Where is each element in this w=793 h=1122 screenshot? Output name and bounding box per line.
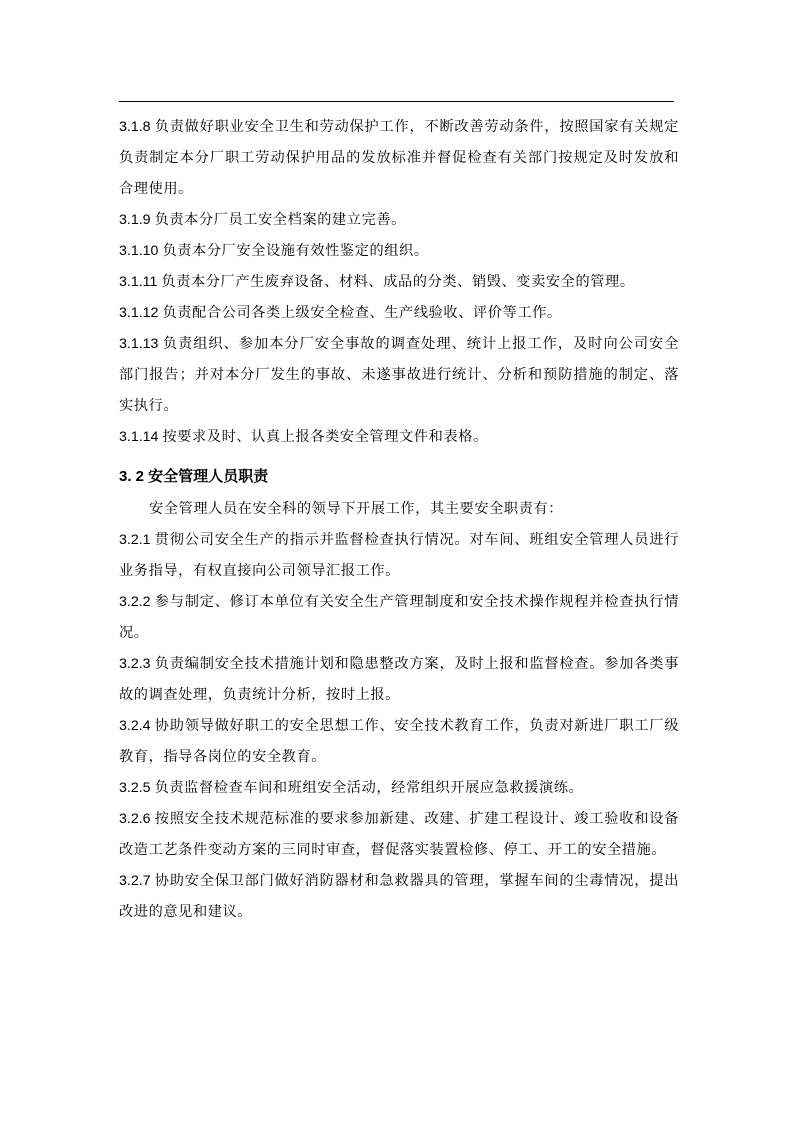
clause-3-1-8: 3.1.8 负责做好职业安全卫生和劳动保护工作，不断改善劳动条件，按照国家有关规定负责制定本分厂职工劳动保护用品的发放标准并督促检查有关部门按规定及时发放和合理使用。: [119, 119, 679, 197]
clause-3-1-12: 3.1.12 负责配合公司各类上级安全检查、生产线验收、评价等工作。: [119, 305, 562, 321]
clause-3-1-14: 3.1.14 按要求及时、认真上报各类安全管理文件和表格。: [119, 429, 488, 445]
header-rule: [119, 101, 674, 102]
section-intro: 安全管理人员在安全科的领导下开展工作，其主要安全职责有：: [149, 501, 564, 517]
document-page: [119, 112, 679, 928]
clause-3-1-11: 3.1.11 负责本分厂产生废弃设备、材料、成品的分类、销毁、变卖安全的管理。: [119, 274, 635, 290]
clause-3-2-5: 3.2.5 负责监督检查车间和班组安全活动，经常组织开展应急救援演练。: [119, 780, 584, 796]
clause-3-1-13: 3.1.13 负责组织、参加本分厂安全事故的调查处理、统计上报工作，及时向公司安全部门报告；并对本分厂发生的事故、未遂事故进行统计、分析和预防措施的制定、落实执行。: [119, 336, 679, 414]
clause-3-1-9: 3.1.9 负责本分厂员工安全档案的建立完善。: [119, 212, 406, 228]
clause-3-2-7: 3.2.7 协助安全保卫部门做好消防器材和急救器具的管理，掌握车间的尘毒情况，提出改进的意见和建议。: [119, 873, 679, 920]
clause-3-2-2: 3.2.2 参与制定、修订本单位有关安全生产管理制度和安全技术操作规程并检查执行情况。: [119, 594, 679, 641]
clause-3-2-1: 3.2.1 贯彻公司安全生产的指示并监督检查执行情况。对车间、班组安全管理人员进行业务指导，有权直接向公司领导汇报工作。: [119, 532, 679, 579]
section-heading-3-2: 3. 2 安全管理人员职责: [119, 468, 269, 485]
clause-3-2-4: 3.2.4 协助领导做好职工的安全思想工作、安全技术教育工作，负责对新进厂职工厂级教育，指导各岗位的安全教育。: [119, 718, 679, 765]
clause-3-2-3: 3.2.3 负责编制安全技术措施计划和隐患整改方案，及时上报和监督检查。参加各类事故的调查处理，负责统计分析，按时上报。: [119, 656, 679, 703]
clause-3-2-6: 3.2.6 按照安全技术规范标准的要求参加新建、改建、扩建工程设计、竣工验收和设备改造工艺条件变动方案的三同时审查，督促落实装置检修、停工、开工的安全措施。: [119, 811, 679, 858]
clause-3-1-10: 3.1.10 负责本分厂安全设施有效性鉴定的组织。: [119, 243, 429, 259]
